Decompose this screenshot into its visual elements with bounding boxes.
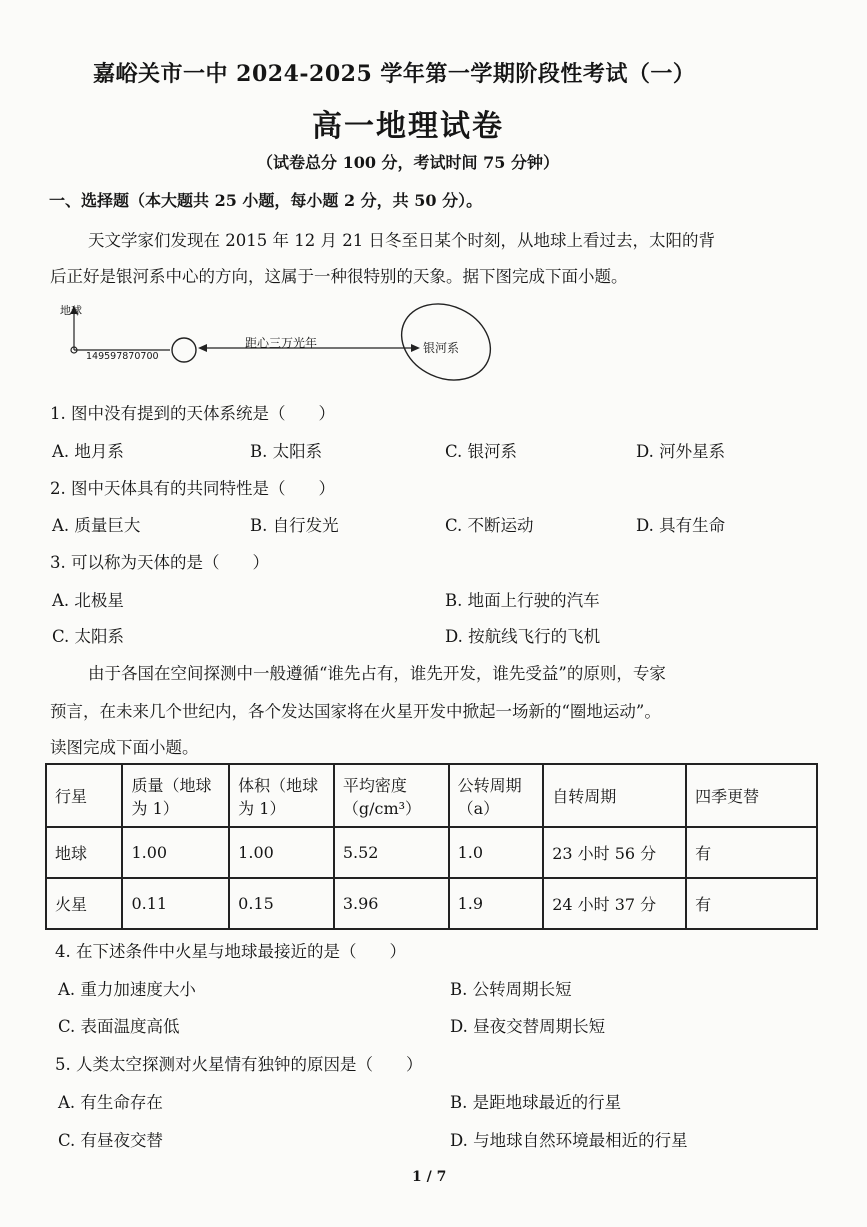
passage-line: 由于各国在空间探测中一般遵循“谁先占有，谁先开发，谁先受益”的原则，专家: [88, 664, 666, 683]
arrow-left-icon: [198, 344, 207, 352]
question-stem: 1. 图中没有提到的天体系统是（ ）: [50, 404, 335, 423]
table-cell: 1.00: [229, 827, 334, 878]
option: A. 重力加速度大小: [58, 980, 196, 999]
table-header-cell: 质量（地球为 1）: [122, 764, 229, 827]
table-cell: 5.52: [334, 827, 449, 878]
table-header-cell: 体积（地球为 1）: [229, 764, 334, 827]
table-header-cell: 四季更替: [686, 764, 817, 827]
planet-comparison-table: [45, 763, 818, 930]
table-cell: 有: [686, 827, 817, 878]
option: C. 太阳系: [52, 627, 125, 646]
table-header-cell: 公转周期（a）: [449, 764, 544, 827]
question-stem: 4. 在下述条件中火星与地球最接近的是（ ）: [55, 942, 406, 961]
option: D. 河外星系: [636, 442, 726, 461]
table-cell: 1.0: [449, 827, 544, 878]
option: C. 有昼夜交替: [58, 1131, 164, 1150]
table-row: [46, 878, 817, 929]
light-year-label: 距心三万光年: [245, 336, 318, 350]
option: B. 公转周期长短: [450, 980, 572, 999]
option: B. 自行发光: [250, 516, 339, 535]
option: C. 表面温度高低: [58, 1017, 180, 1036]
passage-line: 预言，在未来几个世纪内，各个发达国家将在火星开发中掀起一场新的“圈地运动”。: [50, 702, 661, 721]
option: B. 是距地球最近的行星: [450, 1093, 622, 1112]
passage-line: 后正好是银河系中心的方向，这属于一种很特别的天象。据下图完成下面小题。: [50, 267, 628, 286]
galaxy-label: 银河系: [423, 341, 460, 355]
option: A. 有生命存在: [58, 1093, 163, 1112]
table-cell: 24 小时 37 分: [543, 878, 686, 929]
table-cell: 3.96: [334, 878, 449, 929]
section-heading: 一、选择题（本大题共 25 小题，每小题 2 分，共 50 分）。: [49, 191, 483, 210]
passage-line: 天文学家们发现在 2015 年 12 月 21 日冬至日某个时刻，从地球上看过去，太阳的背: [88, 231, 715, 250]
option: D. 昼夜交替周期长短: [450, 1017, 606, 1036]
option: C. 不断运动: [445, 516, 534, 535]
sun-circle-icon: [172, 338, 196, 362]
page-number: 1 / 7: [412, 1169, 447, 1185]
question-stem: 2. 图中天体具有的共同特性是（ ）: [50, 479, 335, 498]
option: D. 与地球自然环境最相近的行星: [450, 1131, 688, 1150]
table-cell: 有: [686, 878, 817, 929]
question-stem: 5. 人类太空探测对火星情有独钟的原因是（ ）: [55, 1055, 423, 1074]
option: A. 质量巨大: [52, 516, 141, 535]
passage-line: 读图完成下面小题。: [50, 738, 199, 757]
table-cell: 火星: [46, 878, 122, 929]
question-stem: 3. 可以称为天体的是（ ）: [50, 553, 269, 572]
table-cell: 0.11: [122, 878, 229, 929]
table-header-cell: 自转周期: [543, 764, 686, 827]
option: A. 地月系: [52, 442, 124, 461]
table-cell: 1.9: [449, 878, 544, 929]
paper-title: 高一地理试卷: [312, 109, 504, 144]
table-cell: 地球: [46, 827, 122, 878]
distance-label: 149597870700: [86, 351, 159, 362]
option: B. 地面上行驶的汽车: [445, 591, 600, 610]
arrow-right-icon: [411, 344, 420, 352]
table-row: [46, 827, 817, 878]
paper-info: （试卷总分 100 分，考试时间 75 分钟）: [257, 153, 559, 172]
table-header-cell: 行星: [46, 764, 122, 827]
school-exam-title: 嘉峪关市一中 2024-2025 学年第一学期阶段性考试（一）: [93, 61, 696, 87]
table-header-cell: 平均密度（g/cm³）: [334, 764, 449, 827]
option: A. 北极星: [52, 591, 124, 610]
table-cell: 23 小时 56 分: [543, 827, 686, 878]
table-cell: 0.15: [229, 878, 334, 929]
earth-label: 地球: [60, 304, 82, 317]
option: D. 按航线飞行的飞机: [445, 627, 601, 646]
table-header-row: [46, 764, 817, 827]
option: D. 具有生命: [636, 516, 726, 535]
option: C. 银河系: [445, 442, 518, 461]
table-cell: 1.00: [122, 827, 229, 878]
option: B. 太阳系: [250, 442, 323, 461]
